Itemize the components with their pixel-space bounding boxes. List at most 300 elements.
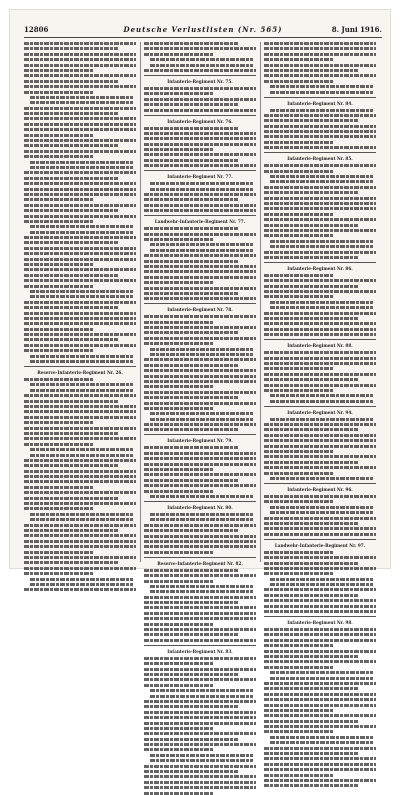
text-line [24, 274, 118, 277]
section-heading: Infanterie-Regiment Nr. 88. [287, 343, 353, 349]
text-line [24, 410, 136, 413]
text-line [150, 412, 253, 415]
text-line [144, 254, 256, 257]
text-line [264, 517, 376, 520]
text-line [144, 98, 256, 101]
text-line [24, 322, 136, 325]
text-line [264, 279, 376, 282]
text-line [144, 281, 213, 284]
text-line [270, 306, 373, 309]
text-line [264, 527, 376, 530]
text-line [270, 418, 373, 421]
text-line [144, 143, 256, 146]
section-divider [264, 539, 376, 540]
text-line [264, 450, 333, 453]
text-line [30, 389, 133, 392]
text-line [270, 180, 373, 183]
text-line [144, 612, 256, 615]
text-line [264, 466, 376, 469]
text-line [264, 333, 376, 336]
text-line [150, 243, 253, 246]
text-line [144, 601, 238, 604]
text-line [24, 53, 136, 56]
text-line [264, 774, 333, 777]
text-line [30, 225, 133, 228]
text-line [144, 53, 213, 56]
text-line [144, 623, 213, 626]
text-line [264, 74, 376, 77]
text-line [24, 42, 136, 45]
text-line [24, 464, 118, 467]
text-line [264, 224, 358, 227]
text-line [264, 757, 376, 760]
text-line [144, 574, 256, 577]
text-line [24, 204, 136, 207]
text-line [144, 457, 256, 460]
text-line [24, 405, 136, 408]
section-heading: Infanterie-Regiment Nr. 94. [287, 409, 353, 415]
text-line [144, 364, 238, 367]
text-line [264, 720, 358, 723]
text-line [24, 551, 93, 554]
section-divider [264, 262, 376, 263]
text-line [24, 480, 136, 483]
text-line [144, 700, 256, 703]
text-line [150, 353, 253, 356]
text-line [150, 689, 253, 692]
text-line [264, 58, 333, 61]
text-line [264, 351, 376, 354]
text-line [24, 567, 136, 570]
text-line [264, 322, 376, 325]
text-line [24, 540, 136, 543]
text-line [24, 80, 118, 83]
text-line [264, 53, 376, 56]
text-line [270, 677, 373, 680]
section-heading: Infanterie-Regiment Nr. 77. [167, 174, 233, 180]
text-line [264, 328, 376, 331]
text-line [264, 295, 333, 298]
section-divider [144, 501, 256, 502]
section-heading: Infanterie-Regiment Nr. 86. [287, 265, 353, 271]
text-line [144, 407, 213, 410]
text-line [264, 495, 376, 498]
text-line [264, 605, 376, 608]
text-line [264, 556, 376, 559]
text-line [24, 220, 93, 223]
text-line [270, 109, 373, 112]
text-line [144, 662, 213, 665]
section-heading: Infanterie-Regiment Nr. 76. [167, 118, 233, 124]
text-line [264, 69, 358, 72]
section-heading: Infanterie-Regiment Nr. 75. [167, 78, 233, 84]
text-line [150, 518, 253, 521]
text-line [264, 362, 376, 365]
text-line [24, 561, 118, 564]
text-line [24, 344, 136, 347]
section-heading: Infanterie-Regiment Nr. 85. [287, 156, 353, 162]
text-line [24, 502, 136, 505]
text-line [264, 779, 376, 782]
text-line [144, 209, 256, 212]
text-line [144, 770, 238, 773]
section-heading: Infanterie-Regiment Nr. 78. [167, 307, 233, 313]
section-divider [144, 645, 256, 646]
text-line [264, 784, 358, 787]
text-line [24, 475, 136, 478]
text-line [150, 585, 253, 588]
text-line [24, 529, 118, 532]
text-line [264, 384, 376, 387]
text-line [264, 229, 376, 232]
text-line [144, 132, 256, 135]
text-line [264, 698, 376, 701]
section-heading: Infanterie-Regiment Nr. 98. [287, 620, 353, 626]
text-line [144, 473, 256, 476]
text-line [264, 389, 333, 392]
text-line [24, 437, 136, 440]
text-line [150, 249, 253, 252]
text-line [264, 628, 376, 631]
text-line [144, 545, 256, 548]
text-line [270, 245, 373, 248]
text-line [144, 396, 238, 399]
text-line [144, 193, 256, 196]
text-line [150, 590, 253, 593]
text-line [30, 161, 133, 164]
text-line [30, 295, 133, 298]
text-line [24, 279, 136, 282]
text-line [264, 234, 333, 237]
text-line [144, 452, 256, 455]
text-line [264, 455, 376, 458]
section-divider [144, 434, 256, 435]
text-line [144, 551, 213, 554]
text-line [264, 714, 376, 717]
title-text: Deutsche Verlustlisten [123, 25, 235, 34]
text-line [264, 80, 333, 83]
text-line [144, 678, 256, 681]
text-line [144, 428, 238, 431]
text-line [264, 666, 333, 669]
text-line [150, 64, 253, 67]
section-divider [264, 152, 376, 153]
text-line [144, 315, 256, 318]
text-line [264, 633, 376, 636]
text-line [24, 74, 136, 77]
text-line [24, 182, 136, 185]
text-line [24, 268, 136, 271]
text-line [150, 418, 253, 421]
section-divider [264, 97, 376, 98]
text-line [264, 439, 376, 442]
text-line [24, 491, 136, 494]
text-line [144, 732, 256, 735]
text-line [30, 448, 133, 451]
text-line [144, 580, 213, 583]
section-divider [144, 115, 256, 116]
text-line [24, 572, 93, 575]
text-line [264, 725, 376, 728]
text-line [264, 367, 333, 370]
text-line [264, 285, 358, 288]
text-line [264, 428, 358, 431]
text-line [30, 383, 133, 386]
text-line [264, 655, 358, 658]
text-line [270, 506, 373, 509]
text-line [264, 500, 333, 503]
text-line [264, 207, 376, 210]
text-line [144, 596, 256, 599]
text-line [264, 186, 376, 189]
text-line [30, 360, 133, 363]
text-line [270, 583, 373, 586]
text-line [264, 522, 358, 525]
text-line [24, 400, 118, 403]
text-columns [24, 42, 382, 654]
text-line [144, 292, 238, 295]
text-line [144, 705, 238, 708]
text-line [24, 545, 136, 548]
text-line [24, 421, 93, 424]
text-line [24, 209, 118, 212]
text-line [144, 331, 238, 334]
text-line [150, 348, 253, 351]
publication-title [24, 25, 382, 34]
text-line [144, 391, 256, 394]
text-line [264, 639, 376, 642]
text-line [24, 486, 93, 489]
text-line [270, 578, 373, 581]
text-line [144, 423, 256, 426]
text-line [270, 175, 373, 178]
text-line [264, 763, 376, 766]
text-line [144, 446, 238, 449]
text-line [150, 182, 253, 185]
text-line [144, 270, 256, 273]
text-line [24, 252, 136, 255]
section-divider [144, 303, 256, 304]
section-heading: Reserve-Infanterie-Regiment Nr. 82. [157, 560, 243, 566]
text-line [264, 445, 376, 448]
text-line [264, 146, 376, 149]
text-line [144, 722, 256, 725]
text-line [150, 754, 253, 757]
text-line [264, 423, 376, 426]
section-heading: Infanterie-Regiment Nr. 83. [167, 648, 233, 654]
issue-number: (Nr. 565) [237, 25, 283, 34]
text-line [144, 684, 213, 687]
page-number: 12806 [24, 25, 49, 34]
text-line [144, 529, 238, 532]
text-line [264, 768, 376, 771]
text-line [24, 247, 136, 250]
text-line [24, 416, 136, 419]
text-line [144, 569, 238, 572]
text-line [270, 91, 373, 94]
text-line [270, 240, 373, 243]
text-line [30, 583, 133, 586]
text-line [24, 64, 136, 67]
text-line [264, 533, 376, 536]
section-heading: Landwehr-Infanterie-Regiment Nr. 97. [274, 542, 366, 548]
text-line [144, 42, 238, 45]
section-divider [264, 406, 376, 407]
text-line [264, 290, 376, 293]
text-line [264, 434, 376, 437]
text-line [24, 524, 136, 527]
text-line [24, 47, 118, 50]
text-line [24, 134, 93, 137]
text-line [24, 497, 118, 500]
text-line [144, 358, 256, 361]
text-line [144, 738, 238, 741]
text-line [264, 47, 376, 50]
text-line [264, 130, 376, 133]
text-line [264, 64, 376, 67]
text-line [24, 107, 136, 110]
text-line [264, 730, 333, 733]
text-line [24, 459, 136, 462]
text-line [24, 58, 136, 61]
text-line [24, 91, 93, 94]
text-line [144, 524, 256, 527]
section-divider [264, 616, 376, 617]
text-line [144, 781, 256, 784]
section-heading: Reserve-Infanterie-Regiment Nr. 26. [37, 370, 123, 376]
text-line [264, 562, 358, 565]
text-line [144, 727, 213, 730]
text-line [30, 101, 133, 104]
text-line [24, 556, 136, 559]
text-line [144, 711, 256, 714]
text-line [144, 468, 213, 471]
text-line [30, 578, 133, 581]
text-line [24, 69, 93, 72]
text-line [150, 495, 253, 498]
text-line [144, 765, 256, 768]
column-2 [144, 42, 256, 654]
text-line [144, 148, 213, 151]
text-line [24, 432, 118, 435]
text-line [264, 572, 333, 575]
text-line [264, 704, 376, 707]
text-line [24, 128, 136, 131]
page-header [24, 23, 382, 38]
text-line [144, 402, 256, 405]
text-line [24, 378, 93, 381]
text-line [264, 191, 358, 194]
text-line [264, 256, 358, 259]
text-line [24, 215, 136, 218]
text-line [24, 507, 93, 510]
text-line [30, 290, 133, 293]
text-line [144, 748, 213, 751]
text-line [144, 385, 213, 388]
text-line [264, 752, 358, 755]
text-line [24, 193, 136, 196]
text-line [264, 594, 358, 597]
section-heading: Infanterie-Regiment Nr. 80. [167, 505, 233, 510]
text-line [264, 170, 333, 173]
text-line [270, 741, 373, 744]
text-line [264, 317, 358, 320]
text-line [264, 461, 358, 464]
text-line [144, 164, 256, 167]
text-line [264, 213, 333, 216]
text-line [144, 233, 256, 236]
text-line [144, 69, 256, 72]
text-line [144, 617, 256, 620]
text-line [144, 668, 256, 671]
text-line [144, 265, 256, 268]
text-line [270, 511, 373, 514]
text-line [144, 326, 256, 329]
text-line [24, 338, 118, 341]
text-line [24, 241, 118, 244]
text-line [24, 139, 136, 142]
text-line [144, 463, 256, 466]
text-line [264, 135, 376, 138]
text-line [24, 236, 136, 239]
text-line [144, 287, 256, 290]
text-line [270, 736, 373, 739]
text-line [264, 197, 376, 200]
text-line [264, 599, 376, 602]
text-line [144, 673, 238, 676]
text-line [144, 369, 256, 372]
text-line [144, 47, 256, 50]
text-line [144, 639, 256, 642]
section-heading: Infanterie-Regiment Nr. 96. [287, 487, 353, 492]
text-line [144, 535, 256, 538]
text-line [144, 479, 238, 482]
text-line [144, 375, 256, 378]
text-line [144, 227, 238, 230]
text-line [144, 204, 256, 207]
text-line [24, 317, 136, 320]
text-line [270, 394, 373, 397]
text-line [144, 775, 256, 778]
text-line [144, 137, 256, 140]
text-line [24, 470, 136, 473]
text-line [264, 378, 358, 381]
text-line [264, 357, 376, 360]
text-line [264, 709, 333, 712]
text-line [144, 337, 256, 340]
text-line [264, 141, 333, 144]
text-line [24, 150, 136, 153]
text-line [150, 695, 253, 698]
text-line [144, 628, 256, 631]
text-line [264, 472, 333, 475]
text-line [24, 258, 136, 261]
text-line [24, 285, 93, 288]
text-line [270, 400, 373, 403]
text-line [24, 588, 136, 591]
text-line [150, 188, 253, 191]
text-line [24, 333, 136, 336]
text-line [24, 177, 118, 180]
text-line [24, 144, 118, 147]
text-line [144, 276, 256, 279]
section-heading: Infanterie-Regiment Nr. 79. [167, 438, 233, 444]
text-line [24, 312, 136, 315]
text-line [264, 274, 333, 277]
section-divider [264, 339, 376, 340]
section-heading: Landwehr-Infanterie-Regiment Nr. 77. [154, 219, 246, 225]
text-line [30, 513, 133, 516]
